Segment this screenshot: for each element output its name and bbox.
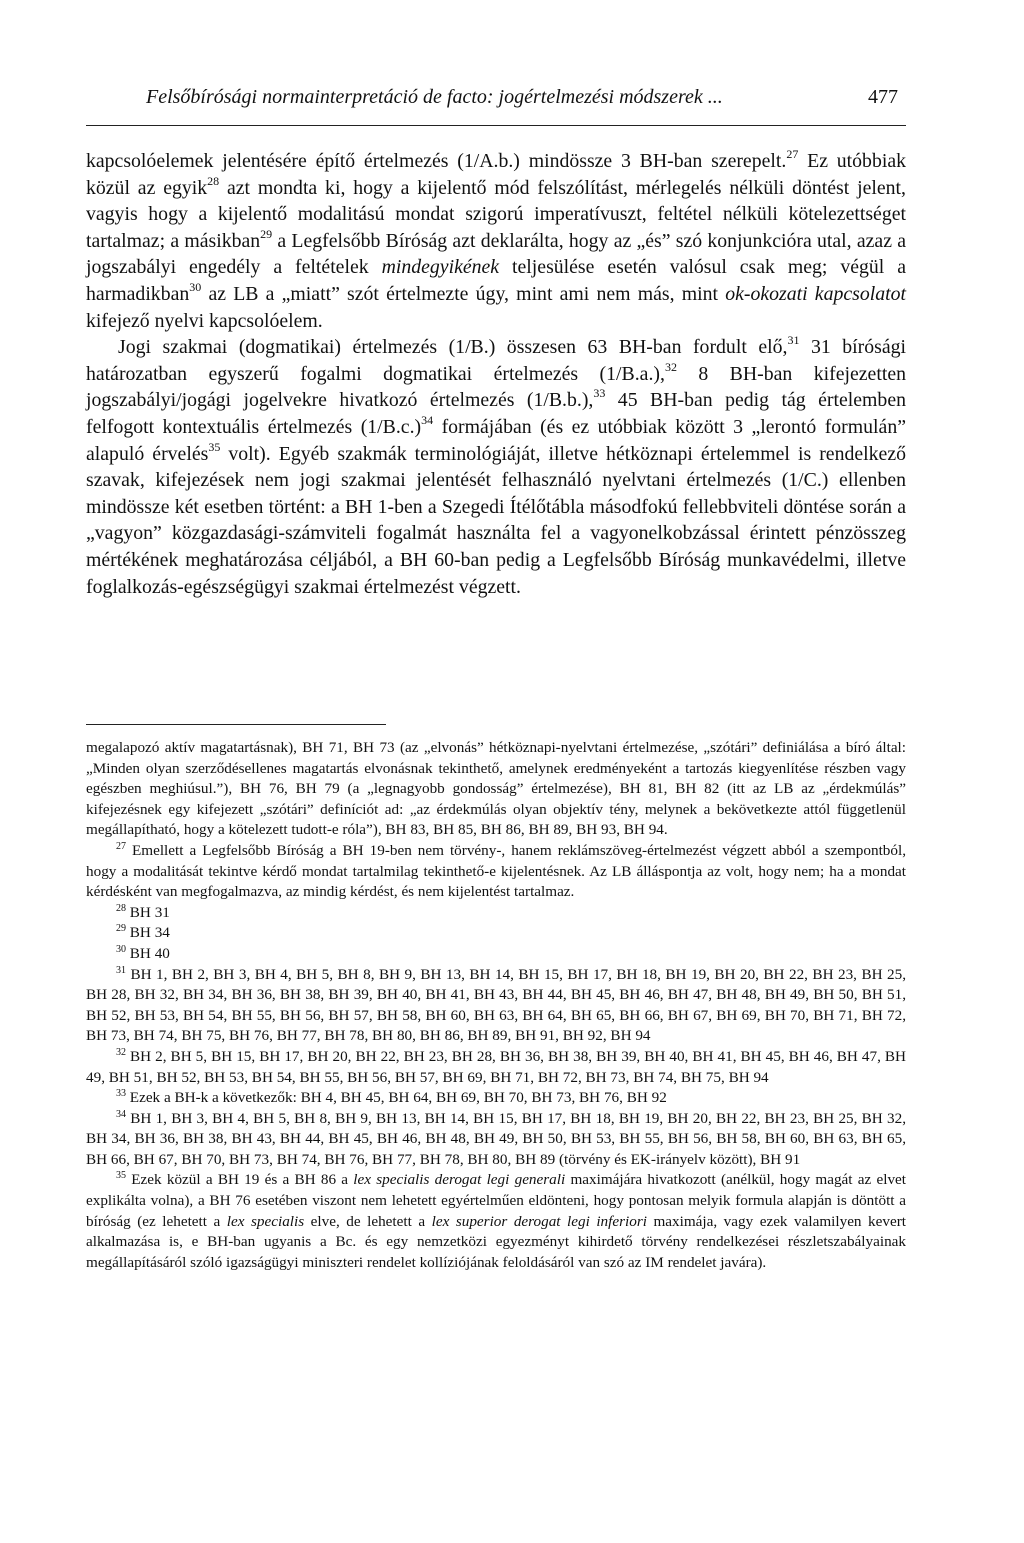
footnote-ref-35[interactable]: 35 (208, 439, 221, 454)
footnote-text: Ezek közül a BH 19 és a BH 86 a (126, 1171, 354, 1189)
footnote-ref-29[interactable]: 29 (260, 226, 273, 241)
text-run: 8 BH-ban kifejezetten jogszabályi/jogági jogelvekre hivatkozó értelmezés (1/B.b.), (86, 362, 906, 412)
footnote-32 (86, 1047, 906, 1088)
italic-term: mindegyikének (381, 256, 500, 279)
text-run: Jogi szakmai (dogmatikai) értelmezés (1/B.) összesen 63 BH-ban fordult elő, (118, 336, 788, 359)
text-run: volt). Egyéb szakmák terminológiáját, illetve hétköznapi értelemmel is rendelkező szavak, kifejezések nem jogi szakmai jelentését felhasználó nyelvtani értelmezés (1/C.) ellenben mindössze két esetben történt: a BH 1-ben a Szegedi Ítélőtábla másodfokú fellebbviteli döntése során a „vagyon” közgazdasági-számviteli fogalmát használta fel a vagyonelkobzással érintett pénzösszeg mértékének meghatározása céljából, a BH 60-ban pedig a Legfelsőbb Bíróság munkavédelmi, illetve foglalkozás-egészségügyi szakmai értelmezést végzett. (86, 442, 906, 598)
text-run: kapcsolóelemek jelentésére építő értelmezés (1/A.b.) mindössze 3 BH-ban szerepelt. (86, 150, 787, 172)
footnote-ref-34[interactable]: 34 (421, 412, 434, 427)
footnote-text: BH 1, BH 2, BH 3, BH 4, BH 5, BH 8, BH 9, BH 13, BH 14, BH 15, BH 17, BH 18, BH 19, BH 20, BH 22, BH 23, BH 25, BH 28, BH 32, BH 34, BH 36, BH 38, BH 39, BH 40, BH 41, BH 43, BH 44, BH 45, BH 46, BH 47, BH 48, BH 49, BH 50, BH 51, BH 52, BH 53, BH 54, BH 55, BH 56, BH 57, BH 58, BH 60, BH 63, BH 64, BH 65, BH 66, BH 67, BH 69, BH 70, BH 71, BH 72, BH 73, BH 74, BH 75, BH 76, BH 77, BH 78, BH 80, BH 86, BH 89, BH 91, BH 92, BH 94 (86, 965, 906, 1045)
footnote-text: maximájára hivatkozott (anélkül, hogy magát az elvet explikálta volna), a BH 76 esetében viszont nem lehetett egyértelműen eldönteni, hogy pontosan melyik formula alapján is döntött a bíróság (ez lehetett a (86, 1171, 907, 1230)
footnote-29 (86, 923, 906, 944)
text-run: 45 BH-ban pedig tág értelemben felfogott kontextuális értelmezés (1/B.c.) (86, 389, 906, 438)
text-run: teljesülése esetén valósul csak meg; végül a harmadikban (86, 256, 906, 305)
text-run: kifejező nyelvi kapcsolóelem. (86, 309, 323, 332)
italic-term: lex specialis derogat legi generali (353, 1171, 566, 1189)
footnote-text: BH 2, BH 5, BH 15, BH 17, BH 20, BH 22, BH 23, BH 28, BH 36, BH 38, BH 39, BH 40, BH 41, BH 45, BH 46, BH 47, BH 49, BH 51, BH 52, BH 53, BH 54, BH 55, BH 56, BH 57, BH 69, BH 71, BH 72, BH 73, BH 74, BH 75, BH 94 (86, 1047, 906, 1086)
running-title: Felsőbírósági normainterpretáció de facto: jogértelmezési módszerek ... (146, 86, 723, 108)
header-rule (86, 125, 906, 126)
footnote-number: 34 (116, 1108, 126, 1120)
page-number: 477 (868, 86, 898, 108)
text-run: formájában (és ez utóbbiak között 3 „lerontó formulán” alapuló érvelés (86, 415, 906, 465)
footnote-number: 31 (116, 964, 126, 976)
footnote-ref-33[interactable]: 33 (593, 386, 606, 401)
footnote-33 (86, 1088, 906, 1109)
footnote-text: BH 40 (126, 944, 170, 962)
footnote-text: BH 31 (126, 903, 170, 921)
italic-term: lex superior derogat legi inferiori (431, 1212, 647, 1230)
footnote-27 (86, 841, 906, 903)
footnote-continuation: megalapozó aktív magatartásnak), BH 71, BH 73 (az „elvonás” hétköznapi-nyelvtani értelmezése, „szótári” definiálása a bíró által: „Minden olyan szerződésellenes magatartás elvonásnak tekinthető, amelynek eredményeként a tartozás kiegyenlítése részben vagy egészben meghiúsul.”), BH 76, BH 79 (a „legnagyobb gondosság” értelmezése), BH 81, BH 82 (itt az LB az „érdekmúlás” kifejezésnek egy kifejezett „szótári” definíciót ad: „az érdekmúlás olyan objektív tény, melynek a bekövetkezte attól függetlenül megállapítható, hogy a kötelezett tudott-e róla”), BH 83, BH 85, BH 86, BH 89, BH 93, BH 94. (86, 739, 906, 839)
text-run: az LB a „miatt” szót értelmezte úgy, mint ami nem más, mint (201, 282, 726, 305)
footnote-number: 28 (116, 902, 126, 914)
footnote-ref-31[interactable]: 31 (787, 333, 800, 348)
footnote-number: 33 (116, 1088, 126, 1100)
text-run: 31 bírósági határozatban egyszerű fogalmi dogmatikai értelmezés (1/B.a.), (86, 336, 906, 385)
footnote-number: 32 (116, 1046, 126, 1058)
text-run: azt mondta ki, hogy a kijelentő mód felszólítást, mérlegelés nélküli döntést jelent, vagyis hogy a kijelentő modalitású mondat szigorú imperatívuszt, feltétel nélküli kötelezettséget tartalmaz; a másikban (86, 176, 906, 252)
text-run: Ez utóbbiak közül az egyik (86, 150, 906, 199)
italic-term: ok-okozati kapcsolatot (725, 282, 906, 305)
body-text (86, 148, 906, 600)
footnote-28 (86, 903, 906, 924)
footnote-text: BH 1, BH 3, BH 4, BH 5, BH 8, BH 9, BH 13, BH 14, BH 15, BH 17, BH 18, BH 19, BH 20, BH 22, BH 23, BH 25, BH 32, BH 34, BH 36, BH 38, BH 43, BH 44, BH 45, BH 46, BH 48, BH 49, BH 50, BH 53, BH 55, BH 56, BH 58, BH 60, BH 63, BH 65, BH 66, BH 67, BH 70, BH 73, BH 74, BH 76, BH 77, BH 78, BH 80, BH 89 (törvény és EK-irányelv között), BH 91 (86, 1109, 906, 1168)
footnotes (86, 738, 906, 1273)
footnote-text: Ezek a BH-k a következők: BH 4, BH 45, BH 64, BH 69, BH 70, BH 73, BH 76, BH 92 (126, 1089, 667, 1107)
footnote-text: Emellett a Legfelsőbb Bíróság a BH 19-ben nem törvény-, hanem reklámszöveg-értelmezést végzett abból a szempontból, hogy a modalitását tekintve kérdő mondat tartalmilag tekinthető-e kijelentésnek. Az LB álláspontja az volt, hogy nem; ha a mondat kérdésként van megfogalmazva, az mindig kérdést, és nem kijelentést tartalmaz. (86, 841, 906, 901)
footnote-number: 30 (116, 943, 126, 955)
footnote-text: BH 34 (126, 924, 170, 942)
footnote-number: 35 (116, 1170, 126, 1182)
footnote-ref-32[interactable]: 32 (664, 359, 677, 374)
footnote-35 (86, 1170, 906, 1273)
footnote-34 (86, 1109, 906, 1171)
footnote-30 (86, 944, 906, 965)
footnote-rule (86, 724, 386, 725)
footnote-ref-27[interactable]: 27 (786, 147, 799, 161)
footnote-ref-30[interactable]: 30 (189, 279, 202, 294)
footnote-number: 27 (116, 840, 126, 852)
italic-term: lex specialis (226, 1212, 305, 1230)
paragraph-1 (86, 148, 906, 334)
footnote-ref-28[interactable]: 28 (207, 173, 220, 188)
footnote-text: maximája, vagy ezek valamilyen kevert alkalmazása is, e BH-ban ugyanis a Bc. és egy nemzetközi egyezményt kihirdető törvény rendelkezései részletszabályainak megállapításáról szóló igazságügyi miniszteri rendelet kollíziójának feloldásáról van szó az IM rendelet javára). (86, 1212, 906, 1271)
text-run: a Legfelsőbb Bíróság azt deklarálta, hogy az „és” szó konjunkcióra utal, azaz a jogszabályi engedély a feltételek (86, 229, 906, 279)
page-header (86, 84, 906, 110)
footnote-text: elve, de lehetett a (304, 1212, 432, 1230)
paragraph-2 (86, 334, 906, 600)
footnote-31 (86, 965, 906, 1047)
footnote-number: 29 (116, 923, 126, 935)
